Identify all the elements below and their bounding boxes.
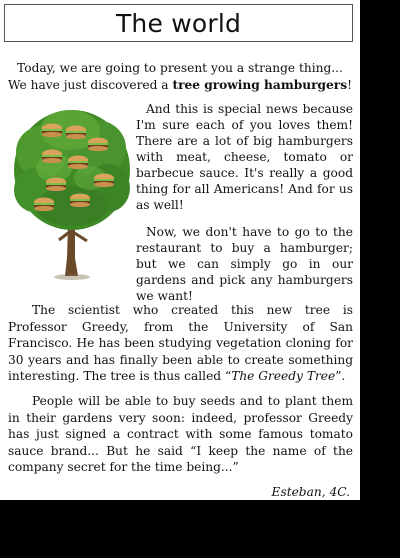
intro-line-1: Today, we are going to present you a strange thing... xyxy=(17,61,343,75)
hamburger-icon xyxy=(42,124,62,138)
hamburger-tree-image xyxy=(12,108,134,280)
tree-name: The Greedy Tree xyxy=(231,369,336,384)
intro-text xyxy=(8,60,352,94)
page-title: The world xyxy=(115,8,242,38)
hamburger-icon xyxy=(68,156,88,170)
hamburger-icon xyxy=(46,178,66,192)
hamburger-icon xyxy=(88,138,108,152)
intro-line-2-prefix: We have just discovered a xyxy=(8,78,173,92)
hamburger-icon xyxy=(70,194,90,208)
hamburger-icon xyxy=(34,198,54,212)
paragraph-4: People will be able to buy seeds and to plant them in their gardens very soon: indeed, professor Greedy has just signed a contract with some famous tomato sauce brand... But he said “I keep the name of the company secret for the time being...” xyxy=(8,394,353,475)
hamburger-icon xyxy=(66,126,86,140)
paragraph-2: Now, we don't have to go to the restaurant to buy a hamburger; but we can simply go in our gardens and pick any hamburgers we want! xyxy=(136,225,353,303)
paragraph-1: And this is special news because I'm sure each of you loves them! There are a lot of big hamburgers with meat, cheese, tomato or barbecue sauce. It's really a good thing for all Americans! And for us as well! xyxy=(136,102,353,212)
title-box xyxy=(4,4,353,42)
intro-highlight: tree growing hamburgers xyxy=(172,78,348,92)
paragraph-3-text: The scientist who created this new tree is Professor Greedy, from the University of San Francisco. He has been studying vegetation cloning for 30 years and has finally been able to create something interesting. The tree is thus called “ xyxy=(8,303,353,384)
intro-line-2-suffix: ! xyxy=(347,78,352,92)
hamburger-icon xyxy=(94,174,114,188)
hamburger-icon xyxy=(42,150,62,164)
author-signature: Esteban, 4C. xyxy=(271,485,350,499)
paragraph-3-end: ”. xyxy=(335,369,346,384)
paragraph-3 xyxy=(8,302,353,385)
